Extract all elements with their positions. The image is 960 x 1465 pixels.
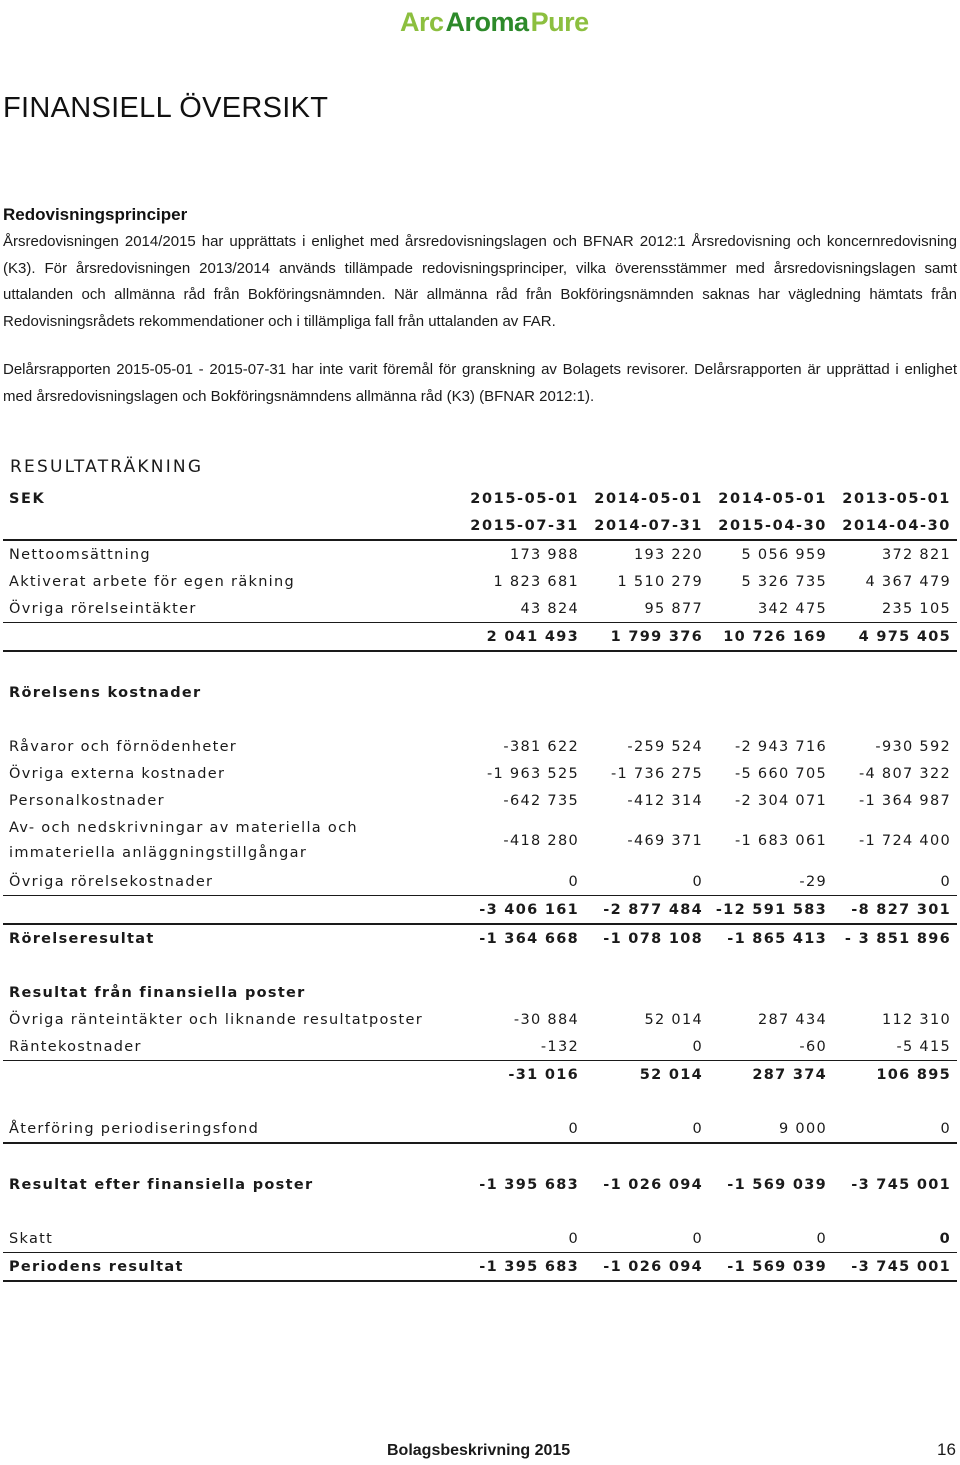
row-value: 287 434 (757, 1011, 827, 1028)
row-value: -1 683 061 (734, 833, 827, 849)
principles-heading: Redovisningsprinciper (3, 205, 188, 224)
table-row (3, 1006, 957, 1033)
row-value: 0 (585, 1115, 709, 1143)
table-row (3, 595, 957, 623)
row-label: Personalkostnader (9, 792, 165, 809)
row-value: -1 078 108 (603, 930, 703, 947)
page-number: 16 (937, 1440, 956, 1459)
row-value: 0 (585, 1225, 709, 1253)
row-value: -1 026 094 (585, 1253, 709, 1282)
row-value: -1 963 525 (486, 765, 579, 782)
costs-heading: Rörelsens kostnader (9, 684, 202, 701)
header-row-to (3, 512, 957, 540)
financial-total-row (3, 1061, 957, 1089)
row-value: -4 807 322 (858, 765, 951, 782)
row-value: -469 371 (627, 833, 703, 849)
row-label: Periodens resultat (3, 1253, 461, 1282)
row-value: 1 823 681 (493, 573, 579, 590)
company-logo (400, 4, 589, 38)
period-to: 2015-04-30 (709, 512, 833, 540)
row-value: -1 724 400 (858, 833, 951, 849)
row-label: Räntekostnader (3, 1033, 461, 1061)
period-from: 2013-05-01 (842, 490, 951, 507)
row-value: -3 745 001 (833, 1253, 957, 1282)
row-value: 0 (461, 868, 585, 896)
total-value: 10 726 169 (709, 623, 833, 652)
principles-paragraph-1: Årsredovisningen 2014/2015 har upprättats i enlighet med årsredovisningslagen och BFNAR 2012:1 Årsredovisning och koncernredovisning (K3). För årsredovisningen 2013/2014 används tillämpade redovisningsprinciper, vilka överensstämmer med årsredovisningslagen samt uttalanden och allmänna råd från Bokföringsnämnden. När allmänna råd från Bokföringsnämnden saknas har vägledning hämtats från Redovisningsrådets rekommendationer och i tillämpliga fall från uttalanden av FAR. (3, 233, 957, 330)
income-statement-title: RESULTATRÄKNING (10, 457, 204, 477)
row-value: 5 056 959 (741, 546, 827, 563)
row-value: -2 943 716 (734, 738, 827, 755)
row-value: 0 (833, 868, 957, 896)
period-to: 2015-07-31 (461, 512, 585, 540)
logo-arc: Arc (400, 7, 444, 37)
page-title: FINANSIELL ÖVERSIKT (3, 92, 329, 124)
row-value: 43 824 (461, 595, 585, 623)
row-label: Rörelseresultat (9, 930, 155, 947)
row-value: - 3 851 896 (844, 930, 951, 947)
logo-pure: Pure (530, 7, 589, 37)
row-value: 4 367 479 (865, 573, 951, 590)
row-value: -381 622 (503, 738, 579, 755)
row-value: -5 415 (833, 1033, 957, 1061)
row-value: 235 105 (833, 595, 957, 623)
row-value: 0 (461, 1225, 585, 1253)
row-value: 0 (833, 1115, 957, 1143)
row-value: -3 745 001 (851, 1176, 951, 1193)
row-value: -1 026 094 (603, 1176, 703, 1193)
row-value: -132 (461, 1033, 585, 1061)
reversal-row (3, 1115, 957, 1143)
row-label: Aktiverat arbete för egen räkning (9, 573, 296, 590)
table-row (3, 733, 957, 760)
logo-aroma: Aroma (445, 7, 529, 37)
principles-paragraph-2: Delårsrapporten 2015-05-01 - 2015-07-31 har inte varit föremål för granskning av Bolagets revisorer. Delårsrapporten är upprättad i enlighet med årsredovisningslagen och Bokföringsnämndens allmänna råd (K3) (BFNAR 2012:1). (3, 361, 957, 405)
total-value: -2 877 484 (585, 896, 709, 925)
total-value: -12 591 583 (709, 896, 833, 925)
period-result-row (3, 1253, 957, 1282)
row-value: -1 569 039 (709, 1253, 833, 1282)
costs-total-row (3, 896, 957, 925)
tax-row (3, 1225, 957, 1253)
row-value: -259 524 (627, 738, 703, 755)
row-value: -30 884 (513, 1011, 579, 1028)
row-value: -29 (709, 868, 833, 896)
row-value: 0 (833, 1225, 957, 1253)
section-heading-row (3, 979, 957, 1006)
row-value: 193 220 (633, 546, 703, 563)
table-row (3, 760, 957, 787)
period-from: 2014-05-01 (718, 490, 827, 507)
row-value: 0 (585, 868, 709, 896)
row-value: -60 (709, 1033, 833, 1061)
row-value: -412 314 (627, 792, 703, 809)
row-label: Återföring periodiseringsfond (3, 1115, 461, 1143)
revenue-total-row (3, 623, 957, 652)
row-value: -1 364 668 (479, 930, 579, 947)
currency-label: SEK (9, 490, 46, 507)
table-row (3, 814, 957, 868)
row-value: 95 877 (585, 595, 709, 623)
period-from: 2014-05-01 (594, 490, 703, 507)
period-from: 2015-05-01 (470, 490, 579, 507)
row-value: -1 736 275 (610, 765, 703, 782)
total-value: 1 799 376 (585, 623, 709, 652)
header-row-from (3, 485, 957, 512)
total-value: -31 016 (508, 1066, 579, 1083)
period-to: 2014-04-30 (833, 512, 957, 540)
period-to: 2014-07-31 (585, 512, 709, 540)
row-value: 52 014 (644, 1011, 703, 1028)
financial-heading: Resultat från finansiella poster (9, 984, 306, 1001)
total-value: -8 827 301 (833, 896, 957, 925)
row-value: 173 988 (509, 546, 579, 563)
row-value: -1 395 683 (479, 1176, 579, 1193)
section-heading-row (3, 679, 957, 706)
result-after-financial-row (3, 1171, 957, 1198)
row-value: -1 364 987 (858, 792, 951, 809)
row-label: Övriga rörelseintäkter (3, 595, 461, 623)
table-row (3, 1033, 957, 1061)
total-value: -3 406 161 (461, 896, 585, 925)
row-label: Övriga rörelsekostnader (3, 868, 461, 896)
row-value: -418 280 (503, 833, 579, 849)
row-label: Nettoomsättning (9, 546, 151, 563)
row-label: Av- och nedskrivningar av materiella och immateriella anläggningstillgångar (9, 820, 358, 861)
row-label: Övriga ränteintäkter och liknande resultatposter (9, 1011, 423, 1028)
total-value: 287 374 (752, 1066, 827, 1083)
row-value: -1 865 413 (727, 930, 827, 947)
total-value: 52 014 (639, 1066, 703, 1083)
footer-text: Bolagsbeskrivning 2015 (387, 1442, 571, 1459)
row-value: 1 510 279 (617, 573, 703, 590)
row-value: 0 (585, 1033, 709, 1061)
operating-result-row (3, 924, 957, 952)
row-label: Övriga externa kostnader (9, 765, 226, 782)
row-value: 0 (461, 1115, 585, 1143)
table-row (3, 868, 957, 896)
row-label: Resultat efter finansiella poster (9, 1176, 314, 1193)
row-value: -1 395 683 (461, 1253, 585, 1282)
row-value: -5 660 705 (734, 765, 827, 782)
table-row (3, 787, 957, 814)
table-row (3, 568, 957, 595)
row-value: -1 569 039 (727, 1176, 827, 1193)
row-value: -930 592 (875, 738, 951, 755)
row-value: 112 310 (881, 1011, 951, 1028)
row-value: 342 475 (709, 595, 833, 623)
row-value: 5 326 735 (741, 573, 827, 590)
row-value: 372 821 (881, 546, 951, 563)
income-statement-table (3, 485, 957, 1282)
row-label: Skatt (3, 1225, 461, 1253)
row-value: -642 735 (503, 792, 579, 809)
total-value: 2 041 493 (461, 623, 585, 652)
row-label: Råvaror och förnödenheter (9, 738, 238, 755)
row-value: -2 304 071 (734, 792, 827, 809)
row-value: 0 (709, 1225, 833, 1253)
total-value: 106 895 (876, 1066, 951, 1083)
table-row (3, 540, 957, 568)
total-value: 4 975 405 (833, 623, 957, 652)
row-value: 9 000 (709, 1115, 833, 1143)
